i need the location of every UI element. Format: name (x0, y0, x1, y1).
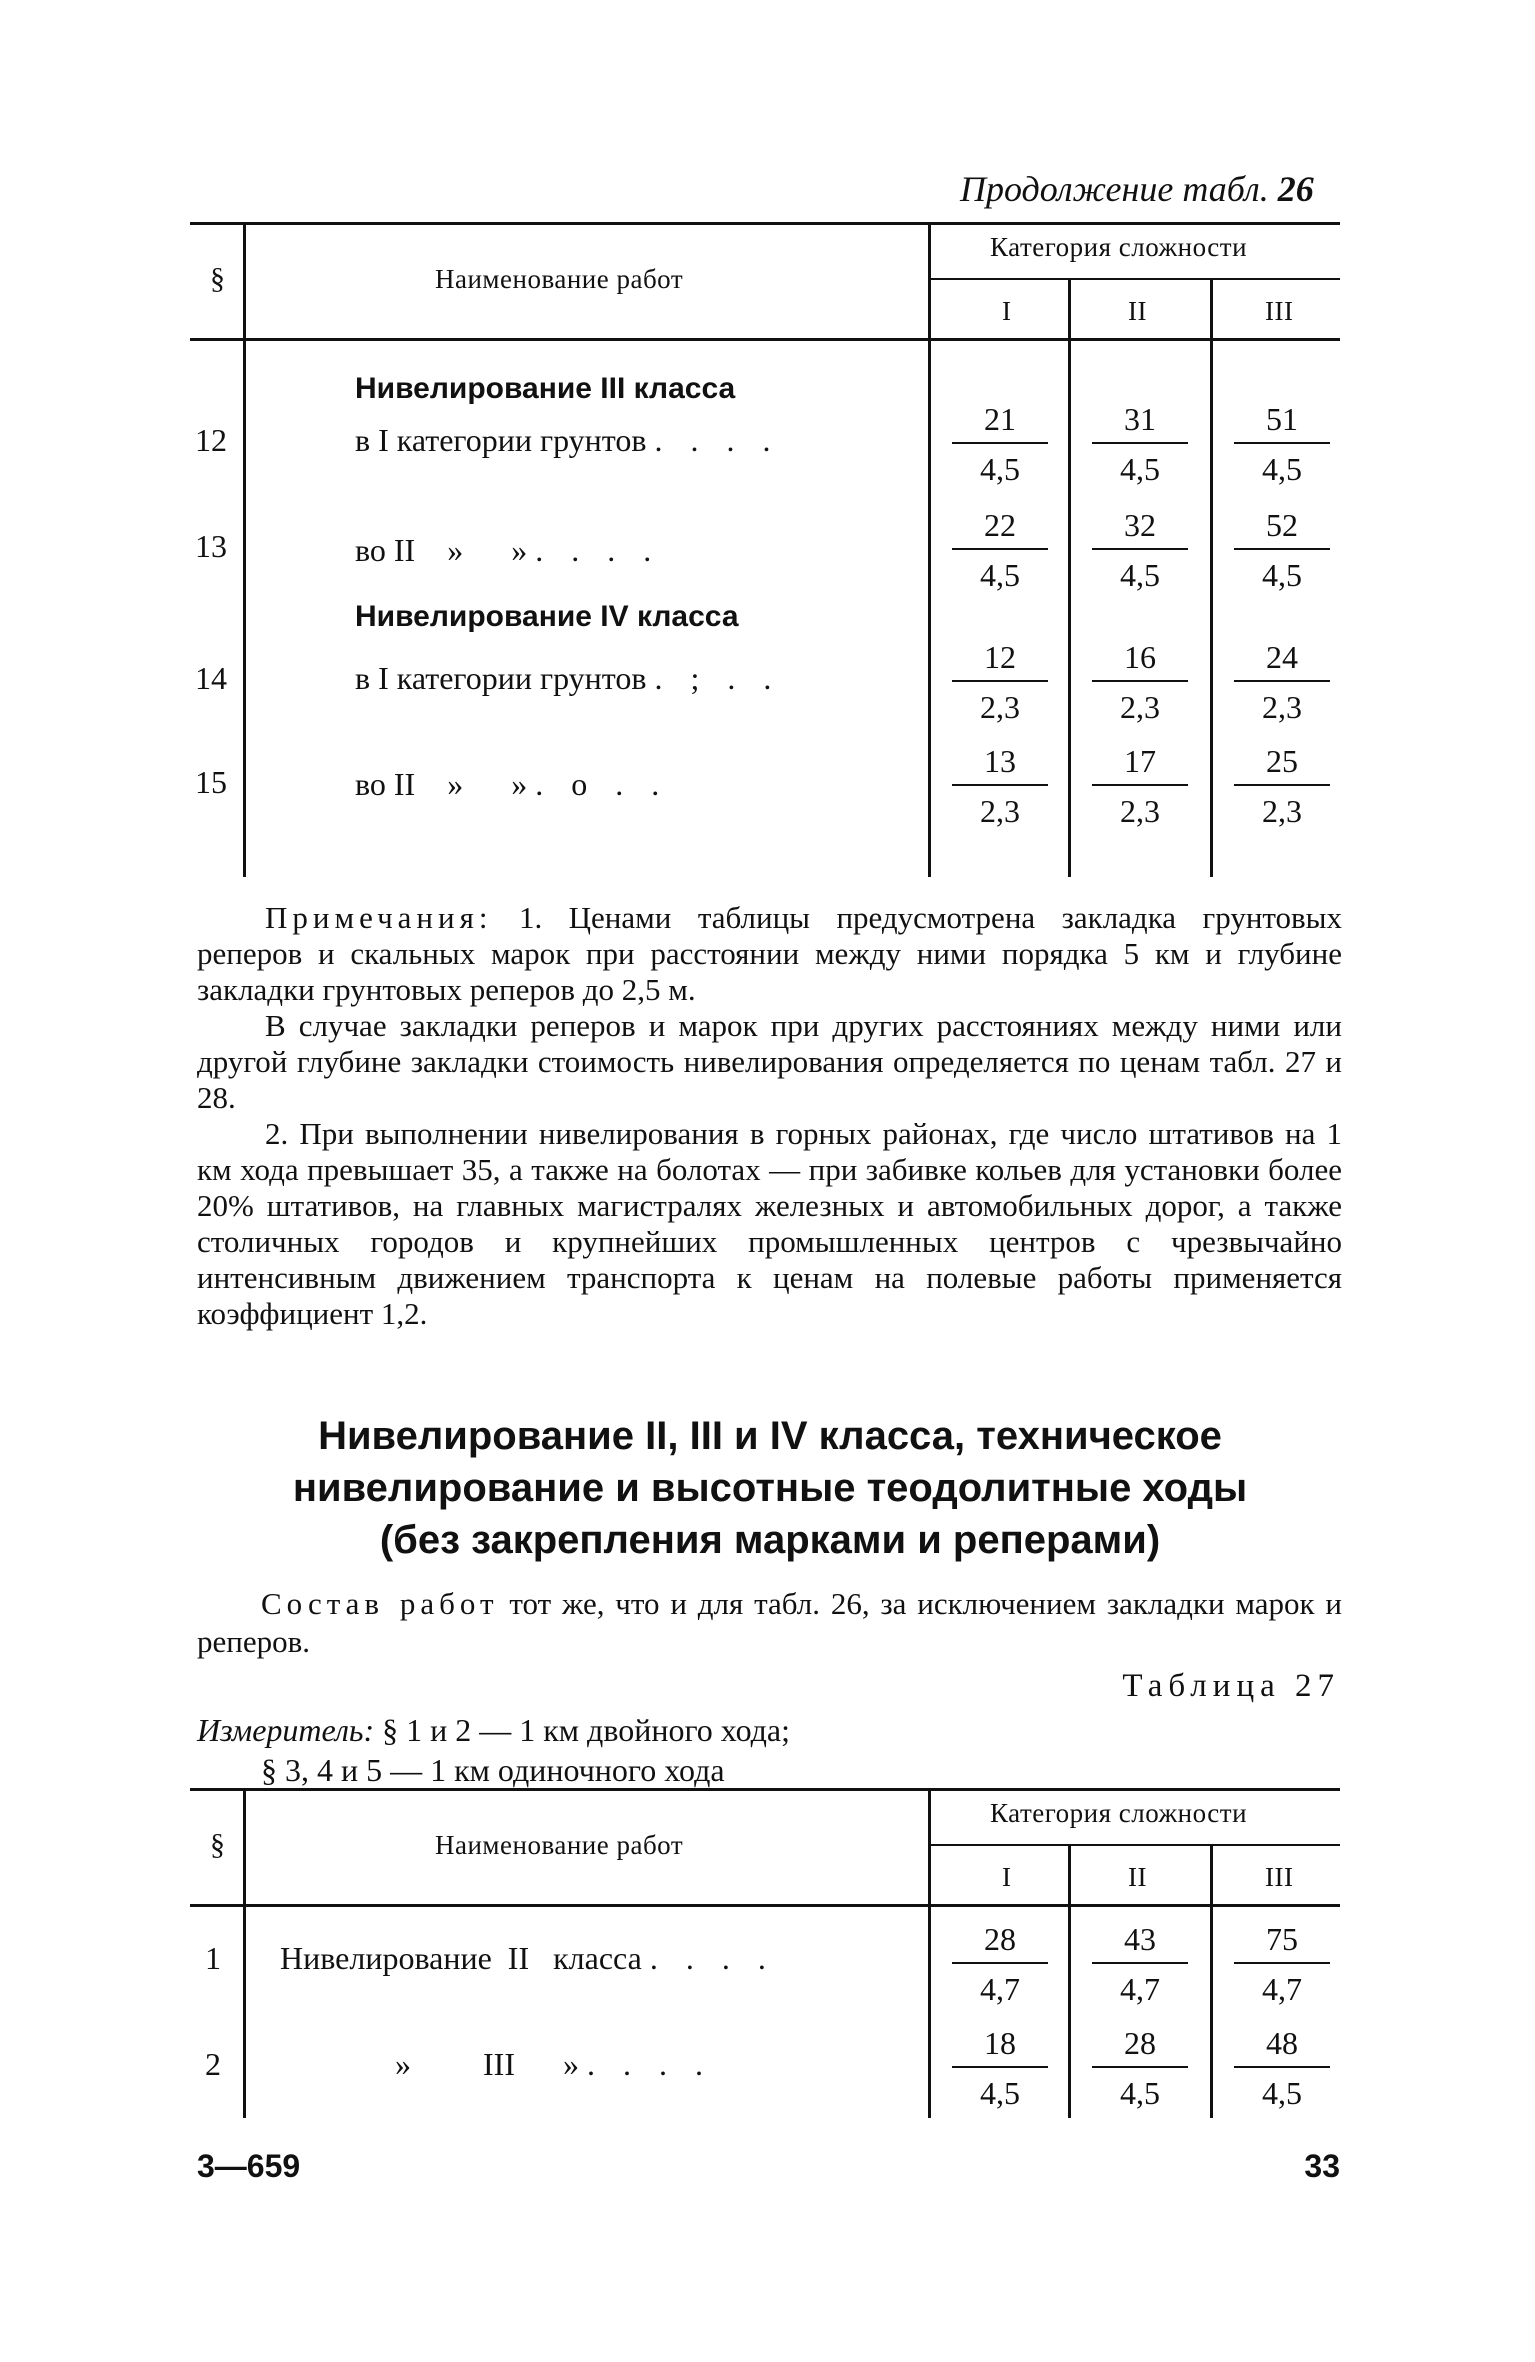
category-rule (928, 1844, 1340, 1846)
fraction-cell: 32 4,5 (1080, 504, 1200, 596)
col-divider (1210, 1846, 1213, 2118)
name-header: Наименование работ (435, 264, 684, 294)
table-top-rule (190, 1788, 1340, 1791)
col-divider (928, 222, 931, 877)
fraction-cell: 25 2,3 (1222, 740, 1342, 832)
fraction-cell: 12 2,3 (940, 636, 1060, 728)
fraction-cell: 43 4,7 (1080, 1918, 1200, 2010)
row-text: Нивелирование II класса . . . . (280, 1940, 776, 1976)
notes-block (197, 900, 1342, 1332)
row-number: 14 (195, 660, 227, 696)
row-text: во II » » . . . . (355, 532, 662, 568)
composition-text: Состав работ тот же, что и для табл. 26, за исключением закладки марок и реперов. (197, 1586, 1343, 1659)
fraction-cell: 13 2,3 (940, 740, 1060, 832)
table-27 (190, 1788, 1340, 2118)
page-number: 33 (1304, 2148, 1340, 2184)
paragraph-header: § (210, 1828, 225, 1861)
category-rule (928, 278, 1340, 280)
col-header-3: III (1265, 296, 1294, 326)
group-heading: Нивелирование III класса (355, 372, 736, 405)
table-header-rule (190, 338, 1340, 341)
row-number: 15 (195, 764, 227, 800)
continuation-number: 26 (1277, 169, 1314, 209)
fraction-cell: 51 4,5 (1222, 398, 1342, 490)
name-header: Наименование работ (435, 1830, 684, 1860)
fraction-cell: 75 4,7 (1222, 1918, 1342, 2010)
row-text: во II » » . o . . (355, 766, 670, 802)
fraction-cell: 31 4,5 (1080, 398, 1200, 490)
row-text: » III » . . . . (395, 2046, 713, 2082)
row-number: 13 (195, 528, 227, 564)
paragraph-header: § (210, 262, 225, 295)
note-1-cont: В случае закладки реперов и марок при других расстояниях между ними или другой глубине закладки стоимость нивелирования определяется по ценам табл. 27 и 28. (197, 1008, 1342, 1115)
fraction-cell: 52 4,5 (1222, 504, 1342, 596)
signature-mark: 3—659 (197, 2148, 301, 2184)
category-header: Категория сложности (990, 232, 1248, 262)
fraction-cell: 28 4,5 (1080, 2022, 1200, 2114)
note-1: Примечания: 1. Ценами таблицы предусмотрена закладка грунтовых реперов и скальных марок при расстоянии между ними порядка 5 км и глубине закладки грунтовых реперов до 2,5 м. (197, 900, 1343, 1007)
table-26 (190, 222, 1340, 877)
table-27-label: Таблица 27 (1122, 1668, 1340, 1704)
row-text: в I категории грунтов . ; . . (355, 660, 782, 696)
table-top-rule (190, 222, 1340, 225)
fraction-cell: 48 4,5 (1222, 2022, 1342, 2114)
fraction-cell: 18 4,5 (940, 2022, 1060, 2114)
group-heading: Нивелирование IV класса (355, 600, 739, 633)
fraction-cell: 22 4,5 (940, 504, 1060, 596)
col-divider (1068, 280, 1071, 877)
fraction-cell: 28 4,7 (940, 1918, 1060, 2010)
table-header-rule (190, 1904, 1340, 1907)
col-header-1: I (1002, 1862, 1012, 1892)
col-divider (1210, 280, 1213, 877)
row-number: 2 (205, 2046, 221, 2082)
row-number: 12 (195, 422, 227, 458)
col-header-2: II (1128, 1862, 1147, 1892)
measure-unit: Измеритель: § 1 и 2 — 1 км двойного хода; § 3, 4 и 5 — 1 км одиночного хода (197, 1712, 791, 1788)
row-text: в I категории грунтов . . . . (355, 422, 781, 458)
col-divider (243, 1788, 246, 2118)
col-header-1: I (1002, 296, 1012, 326)
col-divider (928, 1788, 931, 2118)
fraction-cell: 24 2,3 (1222, 636, 1342, 728)
col-divider (243, 222, 246, 877)
category-header: Категория сложности (990, 1798, 1248, 1828)
col-divider (1068, 1846, 1071, 2118)
fraction-cell: 21 4,5 (940, 398, 1060, 490)
col-header-3: III (1265, 1862, 1294, 1892)
section-title: Нивелирование II, III и IV класса, техническое нивелирование и высотные теодолитные ходы (без закрепления марками и реперами) (292, 1414, 1248, 1562)
fraction-cell: 16 2,3 (1080, 636, 1200, 728)
fraction-cell: 17 2,3 (1080, 740, 1200, 832)
col-header-2: II (1128, 296, 1147, 326)
note-2: 2. При выполнении нивелирования в горных районах, где число штативов на 1 км хода превышает 35, а также на болотах — при забивке кольев для установки более 20% штативов, на главных магистралях железных и автомобильных дорог, а также столичных городов и крупнейших промышленных центров с чрезвычайно интенсивным движением транспорта к ценам на полевые работы применяется коэффициент 1,2. (197, 1116, 1342, 1331)
continuation-label: Продолжение табл. 26 (960, 169, 1314, 209)
row-number: 1 (205, 1940, 221, 1976)
